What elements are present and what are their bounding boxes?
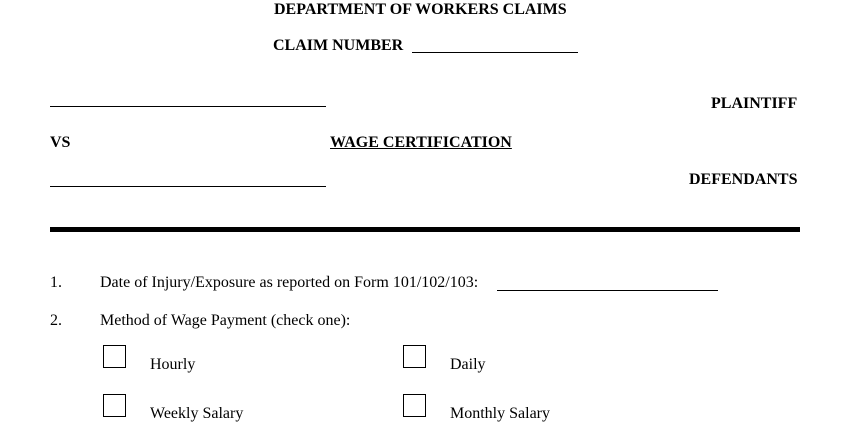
- defendants-label: DEFENDANTS: [689, 171, 798, 188]
- question-2-text: Method of Wage Payment (check one):: [100, 312, 351, 329]
- weekly-salary-label: Weekly Salary: [150, 405, 244, 422]
- hourly-label: Hourly: [150, 356, 196, 373]
- section-divider: [50, 227, 800, 232]
- plaintiff-name-field[interactable]: [50, 86, 326, 105]
- monthly-salary-checkbox[interactable]: [403, 394, 426, 417]
- weekly-salary-checkbox[interactable]: [103, 394, 126, 417]
- injury-date-underline: [497, 290, 718, 291]
- defendant-name-field[interactable]: [50, 166, 326, 185]
- claim-number-label: CLAIM NUMBER: [273, 37, 404, 54]
- daily-checkbox[interactable]: [403, 345, 426, 368]
- question-2-number: 2.: [50, 312, 62, 329]
- question-1-number: 1.: [50, 274, 62, 291]
- claim-number-underline: [412, 52, 578, 53]
- injury-date-field[interactable]: [497, 272, 718, 290]
- monthly-salary-label: Monthly Salary: [450, 405, 550, 422]
- plaintiff-name-underline: [50, 106, 326, 107]
- claim-number-field[interactable]: [412, 34, 578, 52]
- question-1-text: Date of Injury/Exposure as reported on Form 101/102/103:: [100, 274, 479, 291]
- daily-label: Daily: [450, 356, 486, 373]
- vs-label: VS: [50, 134, 71, 151]
- hourly-checkbox[interactable]: [103, 345, 126, 368]
- form-title: WAGE CERTIFICATION: [330, 134, 512, 151]
- plaintiff-label: PLAINTIFF: [711, 95, 798, 112]
- department-heading: DEPARTMENT OF WORKERS CLAIMS: [274, 1, 567, 18]
- defendant-name-underline: [50, 186, 326, 187]
